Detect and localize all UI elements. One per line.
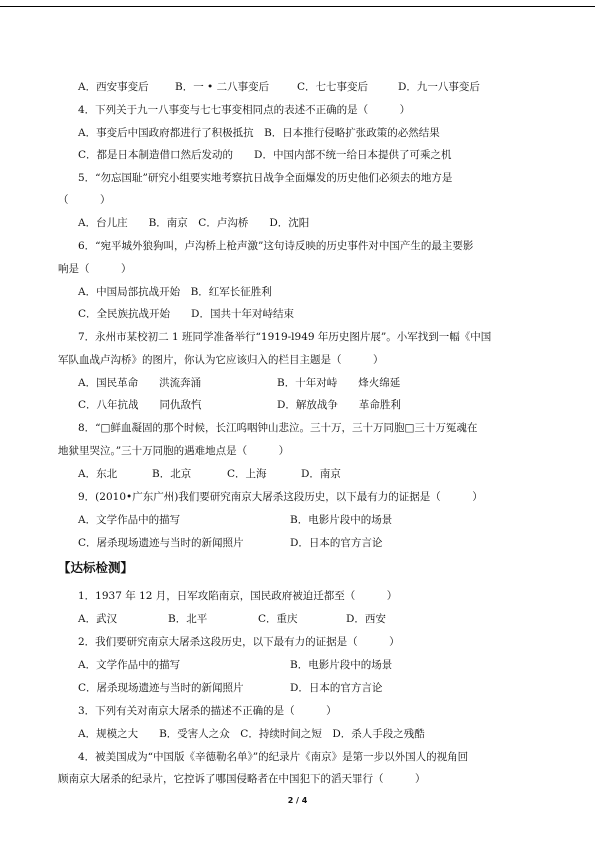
t3-stem: 3．下列有关对南京大屠杀的描述不正确的是（ ） [78, 705, 337, 717]
t1-option-c: C．重庆 [258, 613, 298, 625]
q7-option-b: B．十年对峙 烽火绵延 [277, 377, 401, 389]
q4-options-line2: C．都是日本制造借口然后发动的 D．中国内部不统一给日本提供了可乘之机 [78, 149, 452, 161]
q8-option-a: A．东北 [78, 468, 118, 480]
q6-options-line2: C．全民族抗战开始 D．国共十年对峙结束 [78, 308, 294, 320]
page-number: 2 / 4 [287, 796, 308, 805]
q7-option-c: C．八年抗战 同仇敌忾 [78, 399, 202, 411]
q6-stem-cont: 响是（ ） [58, 263, 132, 275]
section-title: 【达标检测】 [58, 560, 134, 575]
t2-option-c: C．屠杀现场遗迹与当时的新闻照片 [78, 682, 244, 694]
t3-options: A．规模之大 B．受害人之众 C．持续时间之短 D．杀人手段之残酷 [78, 728, 425, 740]
q4-options-line1: A．事变后中国政府都进行了积极抵抗 B．日本推行侵略扩张政策的必然结果 [78, 127, 440, 139]
q6-stem: 6．“宛平城外狼狗叫，卢沟桥上枪声激”这句诗反映的历史事件对中国产生的最主要影 [78, 240, 474, 252]
q9-option-d: D．日本的官方言论 [290, 537, 383, 549]
t4-stem: 4．被美国成为“中国版《辛德勒名单》”的纪录片《南京》是第一步以外国人的视角回 [78, 751, 469, 763]
t4-stem-cont: 顾南京大屠杀的纪录片，它控诉了哪国侵略者在中国犯下的滔天罪行（ ） [58, 773, 426, 785]
q9-option-c: C．屠杀现场遗迹与当时的新闻照片 [78, 537, 244, 549]
q8-option-b: B．北京 [152, 468, 192, 480]
q8-option-c: C．上海 [227, 468, 267, 480]
q6-options-line1: A．中国局部抗战开始 B．红军长征胜利 [78, 286, 272, 298]
q7-stem-cont: 军队血战卢沟桥》的图片，你认为它应该归入的栏目主题是（ ） [58, 354, 384, 366]
q3-option-d: D．九一八事变后 [398, 81, 480, 93]
q3-option-b: B．一 • 二八事变后 [175, 81, 270, 93]
q9-option-b: B．电影片段中的场景 [290, 514, 393, 526]
q7-stem: 7．永州市某校初二 1 班同学准备举行“1919-l949 年历史图片展”。小军找到一幅《中国 [78, 331, 492, 343]
q4-stem: 4．下列关于九一八事变与七七事变相同点的表述不正确的是（ ） [78, 104, 411, 116]
t2-stem: 2．我们要研究南京大屠杀这段历史，以下最有力的证据是（ ） [78, 636, 400, 648]
q7-option-a: A．国民革命 洪流奔涌 [78, 377, 202, 389]
t1-option-b: B．北平 [168, 613, 208, 625]
q5-options: A．台儿庄 B．南京 C．卢沟桥 D．沈阳 [78, 217, 310, 229]
t2-option-a: A．文学作品中的描写 [78, 659, 181, 671]
q8-stem-cont: 地狱里哭泣。”三十万同胞的遇难地点是（ ） [58, 445, 290, 457]
q9-stem: 9．(2010•广东广州)我们要研究南京大屠杀这段历史，以下最有力的证据是（ ） [78, 491, 483, 503]
t2-option-b: B．电影片段中的场景 [290, 659, 393, 671]
q3-option-a: A．西安事变后 [78, 81, 149, 93]
t2-option-d: D．日本的官方言论 [290, 682, 383, 694]
q5-stem: 5．“勿忘国耻”研究小组要实地考察抗日战争全面爆发的历史他们必须去的地方是 [78, 172, 453, 184]
q7-option-d: D．解放战争 革命胜利 [277, 399, 401, 411]
q3-option-c: C．七七事变后 [297, 81, 369, 93]
t1-option-d: D．西安 [346, 613, 386, 625]
q9-option-a: A．文学作品中的描写 [78, 514, 181, 526]
header-rule [0, 6, 595, 7]
q8-option-d: D．南京 [301, 468, 341, 480]
t1-option-a: A．武汉 [78, 613, 118, 625]
q5-stem-cont: （ ） [58, 194, 111, 206]
t1-stem: 1．1937 年 12 月，日军攻陷南京，国民政府被迫迁都至（ ） [78, 590, 398, 602]
q8-stem: 8．“□鲜血凝固的那个时候，长江呜咽钟山悲泣。三十万，三十万同胞□三十万冤魂在 [78, 422, 478, 434]
